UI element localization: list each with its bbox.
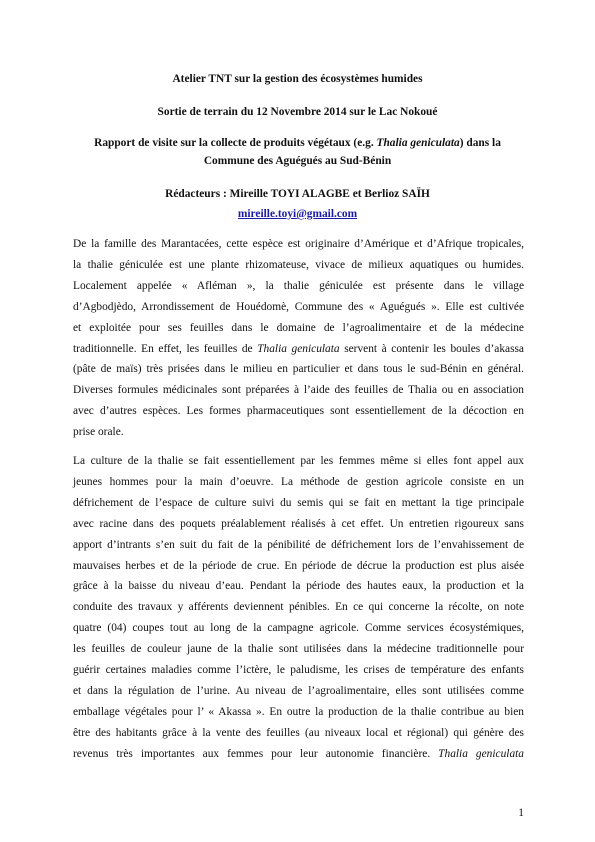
line-text: servent à contenir les boules d’akassa bbox=[339, 342, 524, 355]
paragraph-line: conduite des travaux y afférents deviennent pénibles. En ce qui concerne la récolte, on note bbox=[73, 601, 524, 614]
paragraph-line: la thalie géniculée est une plante rhizomateuse, vivace de milieux aquatiques ou humides. bbox=[73, 258, 524, 271]
paragraph-line: Localement appelée « Afléman », la thalie géniculée est présente dans le village bbox=[73, 279, 524, 292]
paragraph-line: grâce à la baisse du niveau d’eau. Pendant la période des hautes eaux, la production et la bbox=[73, 580, 524, 593]
authors-line: Rédacteurs : Mireille TOYI ALAGBE et Berlioz SAÏH bbox=[165, 188, 430, 200]
paragraph-line: guérir certaines maladies comme l’ictère, le paludisme, les crises de température des enfants bbox=[73, 664, 524, 677]
paragraph-line bbox=[73, 339, 524, 360]
report-title bbox=[60, 134, 535, 170]
paragraph-line: emballage végétales pour l’ « Akassa ». En outre la production de la thalie contribue au bien bbox=[73, 705, 524, 718]
report-title-line2: Commune des Aguégués au Sud-Bénin bbox=[203, 155, 392, 167]
line-text: traditionnelle. En effet, les feuilles de bbox=[73, 342, 258, 355]
email-link[interactable]: mireille.toyi@gmail.com bbox=[237, 208, 358, 220]
paragraph-line: quatre (04) coupes tout au long de la campagne agricole. Comme services écosystémiques, bbox=[73, 622, 524, 635]
paragraph-line: avec d’autres espèces. Les formes pharmaceutiques sont essentiellement de la décoction en bbox=[73, 405, 524, 418]
page-number: 1 bbox=[518, 807, 524, 819]
line-text: revenus très importantes aux femmes pour leur autonomie financière. bbox=[73, 747, 439, 760]
paragraph-line: mauvaises herbes et de la période de crue. En période de décrue la production est plus aisée bbox=[73, 559, 524, 572]
report-title-species: Thalia geniculata bbox=[376, 137, 460, 149]
workshop-title: Atelier TNT sur la gestion des écosystèmes humides bbox=[172, 73, 423, 85]
species-name: Thalia geniculata bbox=[257, 342, 340, 355]
paragraph-line: De la famille des Marantacées, cette espèce est originaire d’Amérique et d’Afrique tropicales, bbox=[73, 238, 524, 250]
paragraph-line: et exploitée pour ses feuilles dans le domaine de l’agroalimentaire et de la médecine bbox=[73, 321, 524, 334]
species-name: Thalia geniculata bbox=[438, 747, 525, 760]
paragraph-line: d’Agbodjèdo, Arrondissement de Houédomè, Commune des « Aguégués ». Elle est cultivée bbox=[73, 300, 524, 313]
paragraph-line: apport d’intrants s’en suit du fait de la pénibilité de défrichement lors de l’envahissement de bbox=[73, 538, 524, 551]
paragraph-line: Diverses formules médicinales sont préparées à l’aide des feuilles de Thalia ou en association bbox=[73, 384, 524, 397]
paragraph-cultivation bbox=[73, 451, 524, 765]
paragraph-line: (pâte de maïs) très prisées dans le milieu en particulier et dans tous le sud-Bénin en général. bbox=[73, 363, 524, 376]
report-title-pre: Rapport de visite sur la collecte de produits végétaux (e.g. bbox=[94, 137, 377, 149]
paragraph-line: La culture de la thalie se fait essentiellement par les femmes même si elles font appel aux bbox=[73, 455, 524, 467]
paragraph-origin bbox=[73, 234, 524, 443]
field-trip-title: Sortie de terrain du 12 Novembre 2014 sur le Lac Nokoué bbox=[157, 106, 438, 118]
paragraph-line: avec racine dans des poquets préalablement réalisés à cet effet. Un entretien rigoureux sans bbox=[73, 517, 524, 530]
paragraph-line bbox=[73, 744, 524, 765]
paragraph-line: défrichement de l’espace de culture suivi du semis qui se fait en mettant la tige principale bbox=[73, 496, 524, 509]
paragraph-line: jeunes hommes pour la main d’oeuvre. La méthode de gestion agricole consiste en un bbox=[73, 475, 524, 488]
report-title-post: ) dans la bbox=[459, 137, 501, 149]
paragraph-line: prise orale. bbox=[73, 426, 124, 439]
paragraph-line: être des habitants grâce à la vente des feuilles (au niveaux local et régional) qui génère des bbox=[73, 726, 524, 739]
paragraph-line: et dans la régulation de l’urine. Au niveau de l’agroalimentaire, elles sont utilisées comme bbox=[73, 684, 524, 697]
email-line bbox=[60, 205, 535, 223]
paragraph-line: les feuilles de couleur jaune de la thalie sont utilisées dans la médecine traditionnelle pour bbox=[73, 643, 524, 656]
